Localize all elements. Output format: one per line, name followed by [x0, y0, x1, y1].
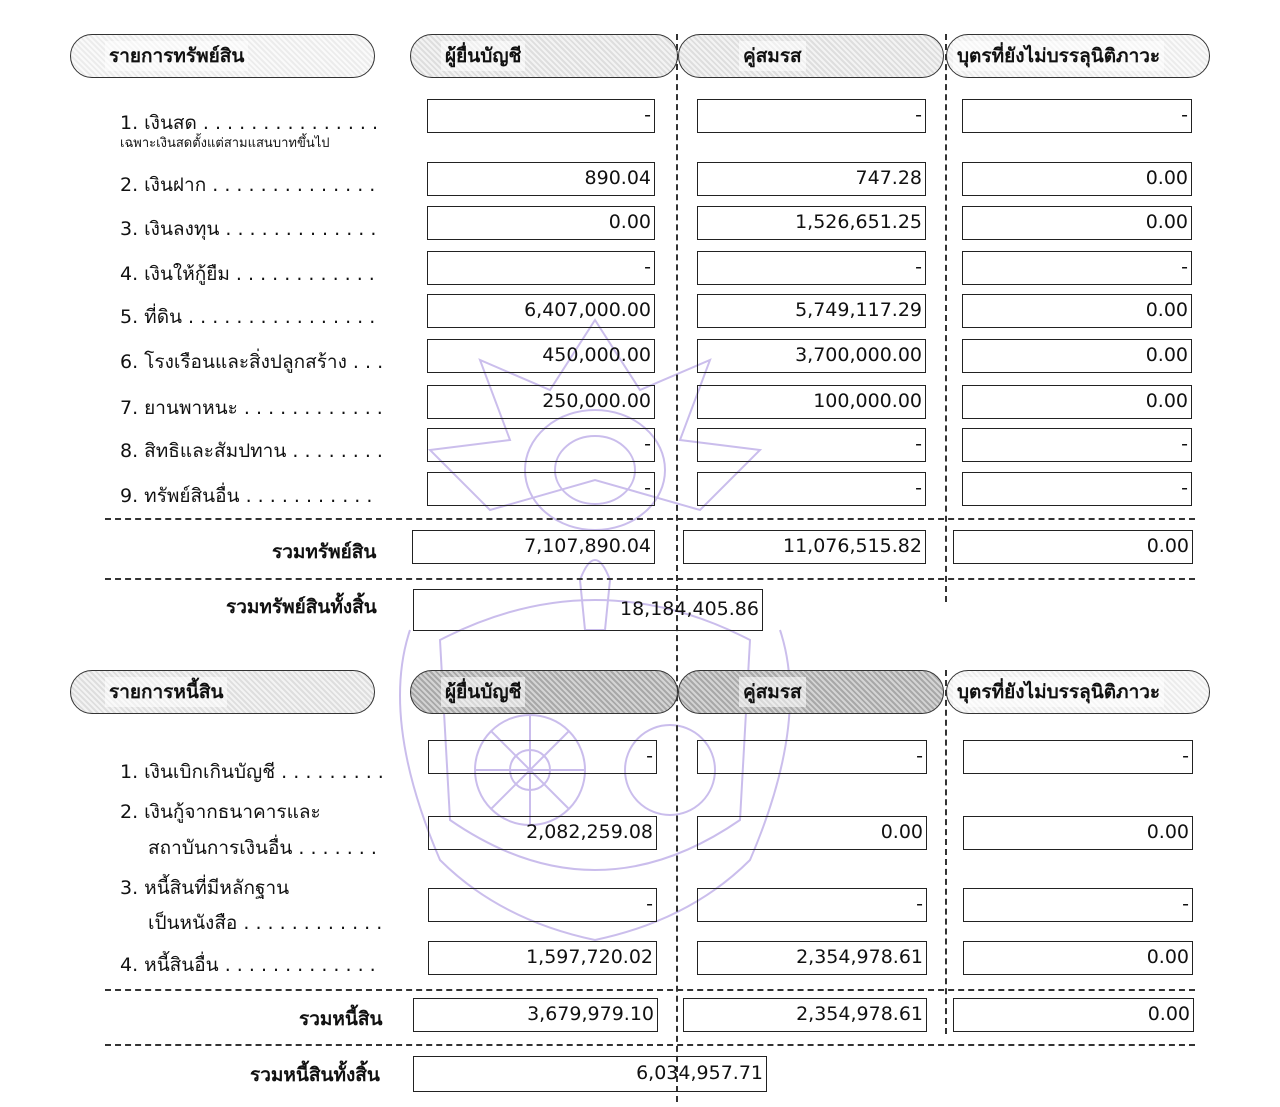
liability-label-bank-loans-1: 2. เงินกู้จากธนาคารและ — [120, 801, 321, 823]
liability-other-filer: 1,597,720.02 — [428, 941, 657, 975]
asset-deposit-filer: 890.04 — [427, 162, 655, 196]
column-divider — [676, 34, 678, 1102]
liability-label-overdraft: 1. เงินเบิกเกินบัญชี . . . . . . . . . — [120, 761, 384, 783]
assets-subtotal-filer: 7,107,890.04 — [412, 530, 655, 564]
asset-other-child: - — [962, 472, 1192, 506]
assets-subtotal-spouse: 11,076,515.82 — [683, 530, 926, 564]
liabilities-col-child-pill — [946, 670, 1210, 714]
column-divider — [945, 34, 947, 602]
asset-investment-child: 0.00 — [962, 206, 1192, 240]
asset-investment-spouse: 1,526,651.25 — [697, 206, 926, 240]
liability-label-documented-1: 3. หนี้สินที่มีหลักฐาน — [120, 877, 290, 899]
asset-buildings-filer: 450,000.00 — [427, 339, 655, 373]
asset-land-filer: 6,407,000.00 — [427, 294, 655, 328]
assets-subtotal-child: 0.00 — [953, 530, 1193, 564]
asset-loans-spouse: - — [697, 251, 926, 285]
assets-total-value: 18,184,405.86 — [413, 589, 763, 631]
asset-land-child: 0.00 — [962, 294, 1192, 328]
asset-label-cash: 1. เงินสด . . . . . . . . . . . . . . . — [120, 112, 379, 134]
liabilities-title: รายการหนี้สิน — [105, 677, 227, 707]
liabilities-total-value: 6,034,957.71 — [413, 1056, 767, 1092]
asset-cash-spouse: - — [697, 99, 926, 133]
liabilities-col-child: บุตรที่ยังไม่บรรลุนิติภาวะ — [953, 677, 1164, 707]
asset-other-spouse: - — [697, 472, 926, 506]
asset-label-buildings: 6. โรงเรือนและสิ่งปลูกสร้าง . . . — [120, 351, 384, 373]
asset-label-investment: 3. เงินลงทุน . . . . . . . . . . . . . — [120, 218, 377, 240]
assets-col-filer: ผู้ยื่นบัญชี — [441, 41, 525, 71]
asset-note-cash: เฉพาะเงินสดตั้งแต่สามแสนบาทขึ้นไป — [120, 136, 330, 151]
asset-label-rights: 8. สิทธิและสัมปทาน . . . . . . . . — [120, 440, 383, 462]
asset-rights-filer: - — [427, 428, 655, 462]
asset-cash-child: - — [962, 99, 1192, 133]
liability-overdraft-filer: - — [428, 740, 657, 774]
liability-other-child: 0.00 — [963, 941, 1193, 975]
liabilities-total-divider — [105, 1044, 1195, 1046]
asset-buildings-spouse: 3,700,000.00 — [697, 339, 926, 373]
asset-vehicles-filer: 250,000.00 — [427, 385, 655, 419]
liability-bank-loans-filer: 2,082,259.08 — [428, 816, 657, 850]
liability-documented-filer: - — [428, 888, 657, 922]
asset-label-deposit: 2. เงินฝาก . . . . . . . . . . . . . . — [120, 174, 376, 196]
assets-col-spouse-pill — [678, 34, 944, 78]
liabilities-total-label: รวมหนี้สินทั้งสิ้น — [250, 1064, 380, 1086]
liabilities-col-spouse: คู่สมรส — [739, 677, 806, 707]
assets-col-child-pill — [946, 34, 1210, 78]
assets-col-child: บุตรที่ยังไม่บรรลุนิติภาวะ — [953, 41, 1164, 71]
asset-vehicles-spouse: 100,000.00 — [697, 385, 926, 419]
column-divider — [945, 670, 947, 1034]
liabilities-subtotal-filer: 3,679,979.10 — [413, 998, 658, 1032]
liabilities-col-spouse-pill — [678, 670, 944, 714]
liability-overdraft-child: - — [963, 740, 1193, 774]
liability-label-other: 4. หนี้สินอื่น . . . . . . . . . . . . . — [120, 954, 376, 976]
asset-loans-child: - — [962, 251, 1192, 285]
liability-label-bank-loans-2: สถาบันการเงินอื่น . . . . . . . — [148, 837, 377, 859]
assets-divider — [105, 518, 1195, 520]
asset-label-loans: 4. เงินให้กู้ยืม . . . . . . . . . . . . — [120, 263, 375, 285]
liabilities-subtotal-child: 0.00 — [953, 998, 1194, 1032]
liability-other-spouse: 2,354,978.61 — [697, 941, 927, 975]
asset-cash-filer: - — [427, 99, 655, 133]
asset-deposit-spouse: 747.28 — [697, 162, 926, 196]
liability-overdraft-spouse: - — [697, 740, 927, 774]
assets-total-label: รวมทรัพย์สินทั้งสิ้น — [226, 596, 377, 618]
liability-bank-loans-spouse: 0.00 — [697, 816, 927, 850]
assets-title-pill — [70, 34, 375, 78]
asset-vehicles-child: 0.00 — [962, 385, 1192, 419]
assets-title: รายการทรัพย์สิน — [105, 41, 248, 71]
assets-subtotal-label: รวมทรัพย์สิน — [272, 541, 377, 563]
liabilities-col-filer-pill — [410, 670, 678, 714]
asset-label-vehicles: 7. ยานพาหนะ . . . . . . . . . . . . — [120, 397, 383, 419]
asset-buildings-child: 0.00 — [962, 339, 1192, 373]
liabilities-divider — [105, 989, 1195, 991]
liabilities-col-filer: ผู้ยื่นบัญชี — [441, 677, 525, 707]
liabilities-title-pill — [70, 670, 375, 714]
asset-rights-child: - — [962, 428, 1192, 462]
assets-col-spouse: คู่สมรส — [739, 41, 806, 71]
asset-label-land: 5. ที่ดิน . . . . . . . . . . . . . . . . — [120, 306, 376, 328]
liability-label-documented-2: เป็นหนังสือ . . . . . . . . . . . . — [148, 912, 383, 934]
assets-col-filer-pill — [410, 34, 678, 78]
asset-rights-spouse: - — [697, 428, 926, 462]
asset-investment-filer: 0.00 — [427, 206, 655, 240]
asset-land-spouse: 5,749,117.29 — [697, 294, 926, 328]
liability-bank-loans-child: 0.00 — [963, 816, 1193, 850]
assets-total-divider — [105, 578, 1195, 580]
liability-documented-child: - — [963, 888, 1193, 922]
liabilities-subtotal-label: รวมหนี้สิน — [299, 1008, 383, 1030]
liabilities-subtotal-spouse: 2,354,978.61 — [683, 998, 927, 1032]
asset-loans-filer: - — [427, 251, 655, 285]
asset-deposit-child: 0.00 — [962, 162, 1192, 196]
asset-label-other: 9. ทรัพย์สินอื่น . . . . . . . . . . . — [120, 485, 373, 507]
liability-documented-spouse: - — [697, 888, 927, 922]
asset-other-filer: - — [427, 472, 655, 506]
